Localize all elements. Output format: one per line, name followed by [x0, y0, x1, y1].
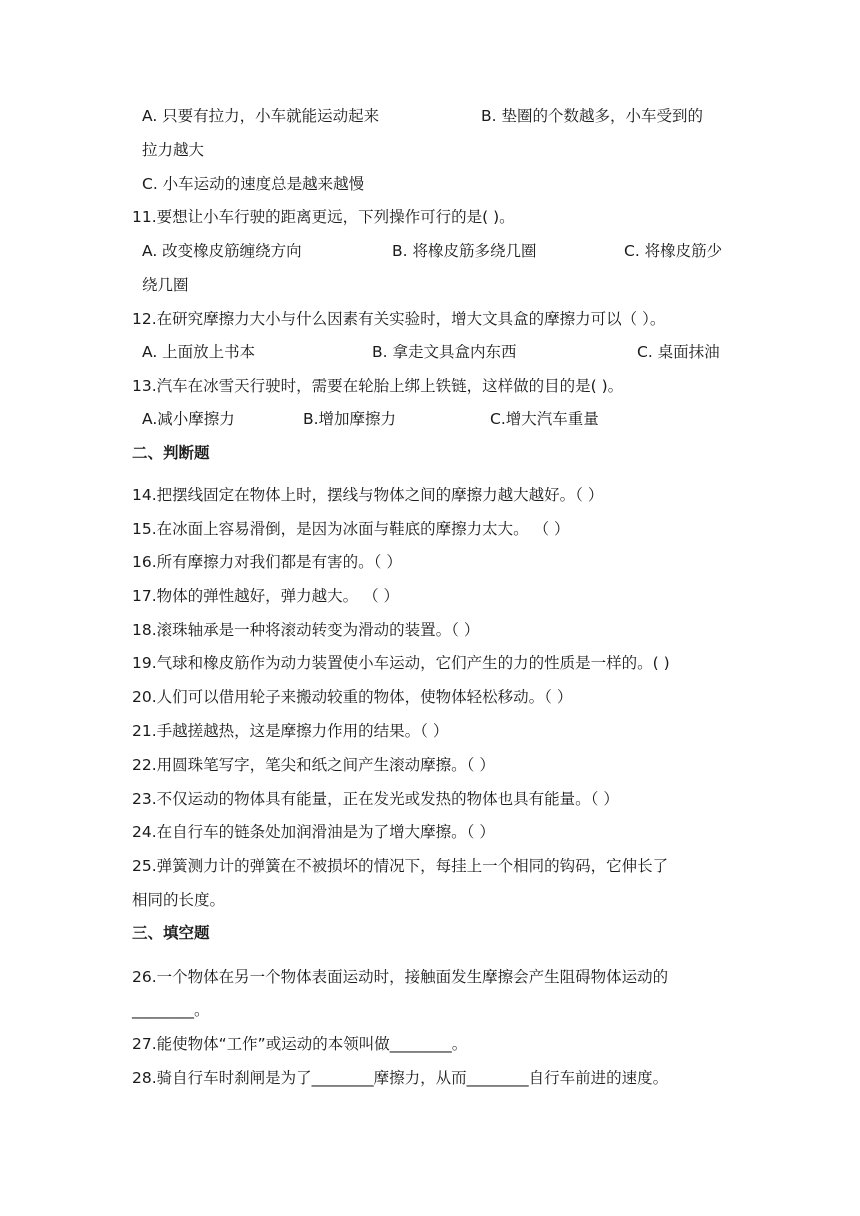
q12-option-b: B. 拿走文具盒内东西	[372, 343, 517, 361]
question-14: 14.把摆线固定在物体上时，摆线与物体之间的摩擦力越大越好。（ ）	[132, 486, 604, 504]
q13-option-b: B.增加摩擦力	[303, 410, 397, 428]
question-15: 15.在冰面上容易滑倒，是因为冰面与鞋底的摩擦力太大。 （ ）	[132, 520, 570, 538]
question-11: 11.要想让小车行驶的距离更远，下列操作可行的是( )。	[132, 208, 515, 226]
question-25: 25.弹簧测力计的弹簧在不被损坏的情况下，每挂上一个相同的钩码，它伸长了	[132, 857, 669, 875]
question-12: 12.在研究摩擦力大小与什么因素有关实验时，增大文具盒的摩擦力可以（ ）。	[132, 310, 666, 328]
question-18: 18.滚珠轴承是一种将滚动转变为滑动的装置。（ ）	[132, 621, 480, 639]
question-17: 17.物体的弹性越好，弹力越大。 （ ）	[132, 587, 400, 605]
question-13: 13.汽车在冰雪天行驶时，需要在轮胎上绑上铁链，这样做的目的是( )。	[132, 377, 624, 395]
q13-option-c: C.增大汽车重量	[490, 410, 599, 428]
q11-option-b: B. 将橡皮筋多绕几圈	[392, 242, 537, 260]
question-25-continued: 相同的长度。	[132, 891, 226, 909]
q10-option-b: B. 垫圈的个数越多，小车受到的	[481, 107, 703, 125]
q13-option-a: A.减小摩擦力	[142, 410, 235, 428]
question-22: 22.用圆珠笔写字，笔尖和纸之间产生滚动摩擦。（ ）	[132, 756, 495, 774]
q11-option-c: C. 将橡皮筋少	[624, 242, 723, 260]
q12-option-a: A. 上面放上书本	[142, 343, 256, 361]
section-heading-true-false: 二、判断题	[132, 444, 210, 462]
q11-option-c-continued: 绕几圈	[142, 276, 189, 294]
question-27: 27.能使物体“工作”或运动的本领叫做________。	[132, 1035, 468, 1053]
section-heading-fill-blank: 三、填空题	[132, 924, 210, 942]
question-16: 16.所有摩擦力对我们都是有害的。（ ）	[132, 553, 402, 571]
question-26-continued: ________。	[132, 1001, 210, 1019]
question-21: 21.手越搓越热，这是摩擦力作用的结果。（ ）	[132, 722, 449, 740]
question-19: 19.气球和橡皮筋作为动力装置使小车运动，它们产生的力的性质是一样的。( )	[132, 654, 670, 672]
question-24: 24.在自行车的链条处加润滑油是为了增大摩擦。（ ）	[132, 823, 495, 841]
question-20: 20.人们可以借用轮子来搬动较重的物体，使物体轻松移动。（ ）	[132, 688, 573, 706]
q10-option-c: C. 小车运动的速度总是越来越慢	[142, 175, 365, 193]
q10-option-a: A. 只要有拉力，小车就能运动起来	[142, 107, 380, 125]
q12-option-c: C. 桌面抹油	[637, 343, 720, 361]
q10-option-b-continued: 拉力越大	[142, 141, 205, 159]
question-23: 23.不仅运动的物体具有能量，正在发光或发热的物体也具有能量。（ ）	[132, 790, 619, 808]
question-26: 26.一个物体在另一个物体表面运动时，接触面发生摩擦会产生阻碍物体运动的	[132, 968, 669, 986]
question-28: 28.骑自行车时刹闸是为了________摩擦力，从而________自行车前进的速度。	[132, 1069, 669, 1087]
q11-option-a: A. 改变橡皮筋缠绕方向	[142, 242, 302, 260]
